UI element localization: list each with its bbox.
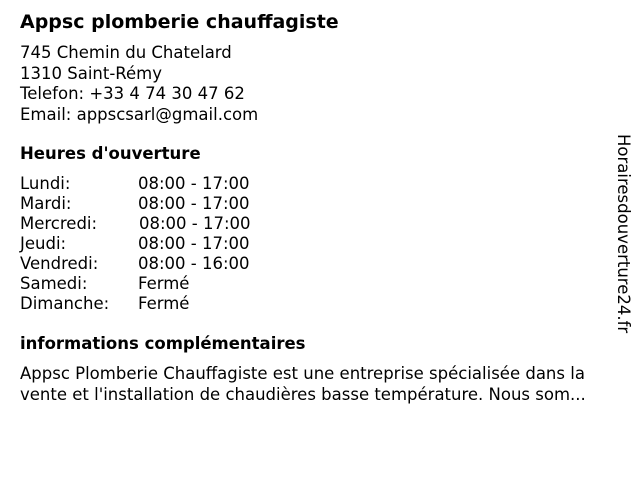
email-address: Email: appscsarl@gmail.com <box>20 104 259 124</box>
day-label: Lundi: <box>20 174 71 193</box>
additional-info-heading: informations complémentaires <box>20 334 306 353</box>
time-value: 08:00 - 17:00 <box>138 194 250 213</box>
day-label: Samedi: <box>20 274 88 293</box>
phone-number: Telefon: +33 4 74 30 47 62 <box>20 84 245 103</box>
business-name: Appsc plomberie chauffagiste <box>20 11 339 33</box>
address-street: 745 Chemin du Chatelard <box>20 43 232 62</box>
time-value: 08:00 - 17:00 <box>139 214 251 233</box>
day-label: Vendredi: <box>20 254 99 273</box>
description-line: vente et l'installation de chaudières basse température. Nous som... <box>20 384 586 404</box>
time-value: Fermé <box>138 274 190 293</box>
day-label: Mercredi: <box>20 214 98 233</box>
description-line: Appsc Plomberie Chauffagiste est une entreprise spécialisée dans la <box>20 364 585 383</box>
day-label: Dimanche: <box>20 294 110 313</box>
time-value: 08:00 - 16:00 <box>138 254 250 273</box>
time-value: Fermé <box>138 294 190 313</box>
watermark-text: Horairesdouverture24.fr <box>614 134 633 334</box>
time-value: 08:00 - 17:00 <box>138 174 250 193</box>
site-watermark <box>612 134 634 346</box>
day-label: Mardi: <box>20 194 72 213</box>
business-description <box>20 364 620 405</box>
contact-block <box>20 43 258 125</box>
day-label: Jeudi: <box>20 234 67 253</box>
address-city: 1310 Saint-Rémy <box>20 63 162 83</box>
opening-hours-heading: Heures d'ouverture <box>20 144 201 163</box>
time-value: 08:00 - 17:00 <box>138 234 250 253</box>
